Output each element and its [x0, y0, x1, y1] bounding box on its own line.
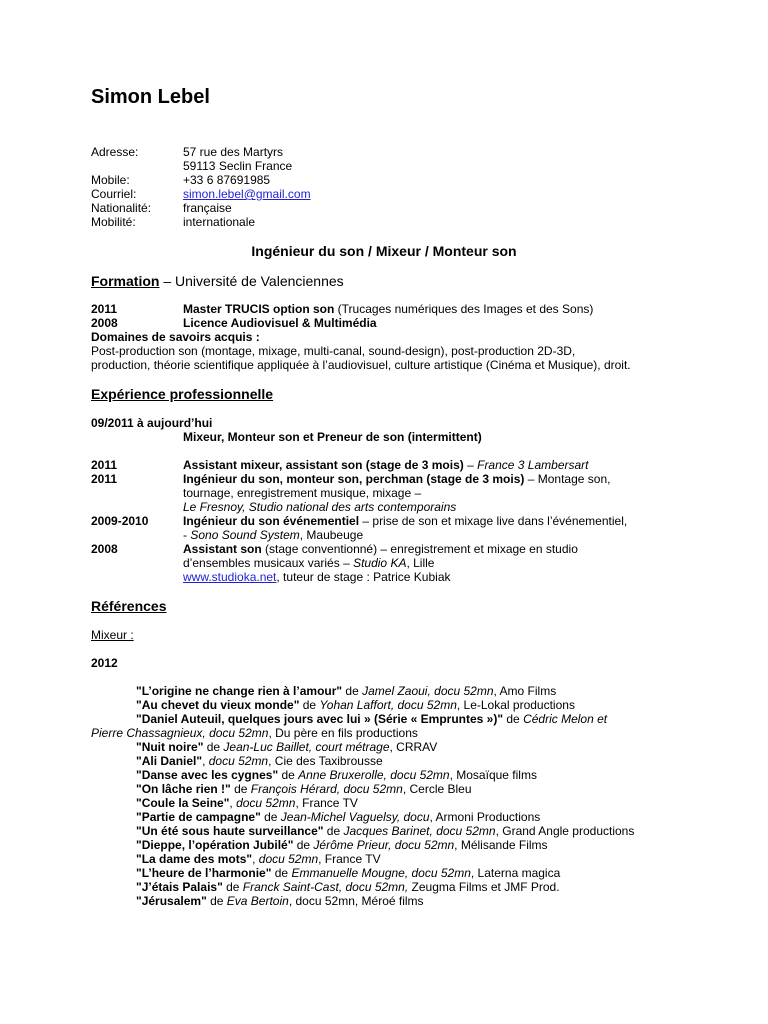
film-title: "Un été sous haute surveillance" [136, 824, 324, 838]
film-kind: , docu 52mn [429, 824, 496, 838]
nationality-value: française [183, 201, 232, 215]
film-separator: de [342, 684, 363, 698]
film-separator: , [202, 754, 209, 768]
email-link[interactable]: simon.lebel@gmail.com [183, 187, 311, 201]
film-producer: , Mélisande Films [454, 838, 548, 852]
experience-text-4: d’ensembles musicaux variés – [183, 556, 354, 570]
film-entry [136, 810, 540, 824]
film-entry [136, 880, 560, 894]
email-label: Courriel: [91, 187, 137, 201]
film-kind: , docu 52mn [383, 768, 450, 782]
experience-role-1: Assistant mixeur, assistant son (stage de 3 mois) [183, 458, 464, 472]
formation-year-1: 2011 [91, 302, 118, 316]
experience-desc-2: Montage son, [537, 472, 611, 486]
film-separator: de [323, 824, 344, 838]
experience-suffix-3: , Maubeuge [299, 528, 364, 542]
film-title: "On lâche rien !" [136, 782, 231, 796]
film-entry [136, 838, 548, 852]
experience-role-2: Ingénieur du son, monteur son, perchman (stage de 3 mois) [183, 472, 525, 486]
experience-item-4 [183, 542, 578, 556]
film-author: Pierre Chassagnieux [91, 726, 203, 740]
references-subheading: Mixeur : [91, 628, 134, 642]
film-kind: , docu 52mn [390, 698, 457, 712]
experience-item-4-line-3 [183, 570, 451, 584]
film-title: "L’heure de l’harmonie" [136, 866, 272, 880]
experience-item-2 [183, 472, 610, 486]
film-producer: , Le-Lokal productions [456, 698, 575, 712]
experience-suffix-4: , Lille [406, 556, 435, 570]
film-separator: , [229, 796, 237, 810]
film-entry [136, 740, 437, 754]
film-entry [136, 852, 381, 866]
film-kind: docu 52mn [236, 796, 296, 810]
references-heading-label: Références [91, 598, 167, 614]
film-producer: , Du père en fils productions [268, 726, 418, 740]
experience-role-3: Ingénieur du son événementiel [183, 514, 360, 528]
film-separator: de [271, 866, 292, 880]
experience-studio-4: Studio KA [353, 556, 407, 570]
film-title: "L’origine ne change rien à l’amour" [136, 684, 343, 698]
experience-tutor-4: , tuteur de stage : Patrice Kubiak [276, 570, 451, 584]
film-author: Jamel Zaoui [362, 684, 428, 698]
film-author: Cédric Melon et [523, 712, 608, 726]
film-entry [136, 768, 537, 782]
film-kind: docu 52mn [258, 852, 319, 866]
mobile-value: +33 6 87691985 [183, 173, 271, 187]
film-entry [136, 782, 472, 796]
film-producer: , Mosaïque films [449, 768, 537, 782]
film-entry [136, 796, 358, 810]
film-kind: , docu 52mn [427, 684, 494, 698]
mobile-label: Mobile: [91, 173, 130, 187]
experience-sep-1: – [463, 458, 478, 472]
film-author: Franck Saint-Cast [242, 880, 339, 894]
nationality-label: Nationalité: [91, 201, 152, 215]
experience-item-1 [183, 458, 589, 472]
experience-year-4: 2008 [91, 542, 118, 556]
address-line-2: 59113 Seclin France [183, 159, 293, 173]
experience-item-4-line-2 [183, 556, 434, 570]
film-producer: , Cercle Bleu [402, 782, 472, 796]
experience-current-period: 09/2011 à aujourd’hui [91, 416, 213, 430]
formation-dash: – [159, 273, 176, 289]
formation-year-2: 2008 [91, 316, 118, 330]
film-separator: de [206, 894, 227, 908]
film-separator: de [299, 698, 320, 712]
film-producer: , Armoni Productions [429, 810, 541, 824]
experience-place-2: Le Fresnoy, Studio national des arts contemporains [183, 500, 457, 514]
film-separator: de [503, 712, 524, 726]
film-separator: de [278, 768, 299, 782]
film-entry [136, 698, 575, 712]
domains-label: Domaines de savoirs acquis : [91, 330, 260, 344]
film-kind: , docu 52mn [404, 866, 471, 880]
address-label: Adresse: [91, 145, 139, 159]
film-producer: , Laterna magica [470, 866, 561, 880]
experience-prefix-3: - [183, 528, 191, 542]
job-title: Ingénieur du son / Mixeur / Monteur son [251, 243, 517, 259]
film-separator: de [293, 838, 314, 852]
film-author: Jacques Barinet [343, 824, 430, 838]
film-author: Anne Bruxerolle [298, 768, 384, 782]
film-title: "Coule la Seine" [136, 796, 230, 810]
film-entry [136, 894, 424, 908]
domains-line-1: Post-production son (montage, mixage, multi-canal, sound-design), post-production 2D-3D, [91, 344, 576, 358]
film-separator: de [260, 810, 281, 824]
film-entry [136, 824, 634, 838]
film-separator: de [230, 782, 251, 796]
film-entry [91, 726, 418, 740]
film-entry [136, 684, 556, 698]
experience-desc-4: (stage conventionné) – enregistrement et mixage en studio [261, 542, 578, 556]
studio-link[interactable]: www.studioka.net [183, 570, 277, 584]
film-entry [136, 754, 383, 768]
film-producer: , CRRAV [389, 740, 438, 754]
film-producer: , Amo Films [493, 684, 557, 698]
film-producer: Zeugma Films et JMF Prod. [408, 880, 560, 894]
film-author: Jean-Luc Baillet [223, 740, 309, 754]
experience-sep-2: – [524, 472, 538, 486]
film-title: "La dame des mots" [136, 852, 253, 866]
address-line-1: 57 rue des Martyrs [183, 145, 284, 159]
formation-detail-1: (Trucages numériques des Images et des Sons) [334, 302, 594, 316]
experience-current-role: Mixeur, Monteur son et Preneur de son (intermittent) [183, 430, 482, 444]
formation-title-1: Master TRUCIS option son [183, 302, 335, 316]
film-kind: , docu 52mn [388, 838, 455, 852]
film-kind: , docu 52mn, [338, 880, 409, 894]
film-kind: , docu [396, 810, 430, 824]
film-author: Jérôme Prieur [313, 838, 389, 852]
film-title: "Partie de campagne" [136, 810, 261, 824]
film-title: "Jérusalem" [136, 894, 207, 908]
experience-item-3 [183, 514, 627, 528]
mobility-label: Mobilité: [91, 215, 136, 229]
references-heading [91, 598, 167, 614]
experience-year-1: 2011 [91, 458, 118, 472]
domains-line-2: production, théorie scientifique appliquée à l’audiovisuel, culture artistique (Cinéma et Musique), droit. [91, 358, 631, 372]
formation-title-2: Licence Audiovisuel & Multimédia [183, 316, 377, 330]
film-kind: , docu 52mn [202, 726, 269, 740]
film-producer: , docu 52mn, Méroé films [288, 894, 424, 908]
mobility-value: internationale [183, 215, 256, 229]
film-author: François Hérard [250, 782, 337, 796]
film-title: "Daniel Auteuil, quelques jours avec lui » (Série « Empruntes »)" [136, 712, 504, 726]
experience-role-4: Assistant son [183, 542, 262, 556]
experience-heading [91, 386, 273, 402]
film-producer: , France TV [318, 852, 381, 866]
film-producer: , Cie des Taxibrousse [268, 754, 383, 768]
experience-item-3-line-2 [183, 528, 363, 542]
film-title: "Nuit noire" [136, 740, 204, 754]
film-separator: de [222, 880, 243, 894]
experience-desc-3: – prise de son et mixage live dans l’événementiel, [359, 514, 628, 528]
film-author: Jean-Michel Vaguelsy [280, 810, 397, 824]
film-title: "Dieppe, l’opération Jubilé" [136, 838, 294, 852]
page-title: Simon Lebel [91, 86, 210, 108]
formation-school: Université de Valenciennes [175, 273, 344, 289]
film-kind: , court métrage [308, 740, 390, 754]
film-producer: , France TV [295, 796, 358, 810]
film-author: Emmanuelle Mougne [291, 866, 405, 880]
experience-company-3: Sono Sound System [190, 528, 300, 542]
film-entry [136, 712, 607, 726]
film-title: "J’étais Palais" [136, 880, 223, 894]
references-year: 2012 [91, 656, 118, 670]
film-separator: , [252, 852, 259, 866]
film-title: "Au chevet du vieux monde" [136, 698, 300, 712]
film-entry [136, 866, 560, 880]
film-producer: , Grand Angle productions [495, 824, 635, 838]
film-author: Yohan Laffort [319, 698, 391, 712]
formation-heading-label: Formation [91, 273, 160, 289]
film-kind: docu 52mn [208, 754, 269, 768]
experience-desc-2-line-2: tournage, enregistrement musique, mixage – [183, 486, 422, 500]
experience-year-3: 2009-2010 [91, 514, 149, 528]
formation-heading [91, 273, 344, 289]
formation-item-1 [183, 302, 593, 316]
film-separator: de [203, 740, 224, 754]
film-author: Eva Bertoin [226, 894, 289, 908]
experience-year-2: 2011 [91, 472, 118, 486]
experience-place-1: France 3 Lambersart [477, 458, 589, 472]
film-kind: , docu 52mn [336, 782, 403, 796]
film-title: "Danse avec les cygnes" [136, 768, 279, 782]
film-title: "Ali Daniel" [136, 754, 203, 768]
experience-heading-label: Expérience professionnelle [91, 386, 274, 402]
